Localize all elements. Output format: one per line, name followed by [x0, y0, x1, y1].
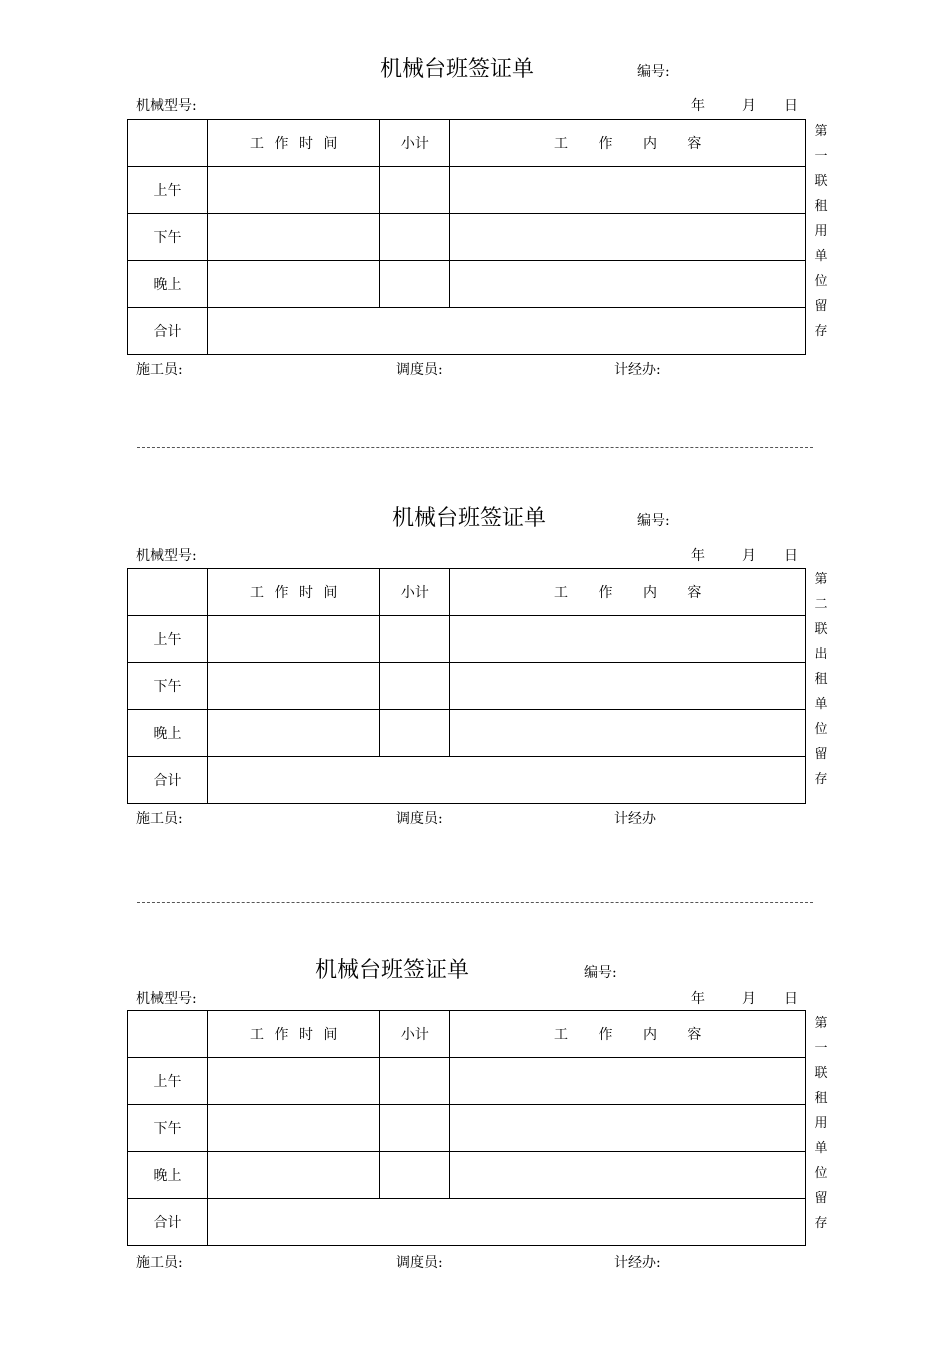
copy-designation-char: 单	[814, 1141, 828, 1156]
copy-designation-char: 用	[814, 224, 828, 239]
work-content-cell[interactable]	[450, 167, 806, 214]
work-content-cell[interactable]	[450, 1105, 806, 1152]
copy-designation-char: 一	[814, 149, 828, 164]
header-work-time: 工 作 时 间	[208, 1011, 380, 1058]
work-time-cell[interactable]	[208, 1105, 380, 1152]
copy-designation-char: 联	[814, 1066, 828, 1081]
total-row	[128, 757, 806, 804]
date-day-label: 日	[784, 548, 798, 564]
worker-signature-label: 施工员:	[136, 811, 183, 827]
shift-row	[128, 1152, 806, 1199]
header-work-time: 工 作 时 间	[208, 569, 380, 616]
form-title: 机械台班签证单	[392, 506, 547, 531]
copy-designation-char: 联	[814, 174, 828, 189]
total-row	[128, 308, 806, 355]
copy-designation-char: 租	[814, 672, 828, 687]
form-title: 机械台班签证单	[315, 958, 470, 983]
total-value-cell[interactable]	[208, 1199, 806, 1246]
date-month-label: 月	[742, 98, 756, 114]
date-day-label: 日	[784, 991, 798, 1007]
serial-number-label: 编号:	[584, 965, 617, 981]
shift-label: 上午	[128, 1058, 208, 1105]
copy-designation-char: 二	[814, 597, 828, 612]
dispatcher-signature-label: 调度员:	[396, 1255, 443, 1271]
header-work-time: 工 作 时 间	[208, 120, 380, 167]
tear-off-line	[137, 447, 813, 448]
table-header-row	[128, 120, 806, 167]
copy-designation-char: 存	[814, 1216, 828, 1231]
total-label: 合计	[128, 757, 208, 804]
shift-table	[127, 119, 806, 355]
work-content-cell[interactable]	[450, 616, 806, 663]
work-time-cell[interactable]	[208, 710, 380, 757]
shift-row	[128, 663, 806, 710]
subtotal-cell[interactable]	[380, 1058, 450, 1105]
copy-designation-char: 租	[814, 1091, 828, 1106]
total-value-cell[interactable]	[208, 308, 806, 355]
date-year-label: 年	[691, 991, 705, 1007]
copy-designation-char: 位	[814, 722, 828, 737]
copy-designation-char: 出	[814, 647, 828, 662]
copy-designation-char: 联	[814, 622, 828, 637]
header-work-content: 工 作 内 容	[450, 1011, 806, 1058]
total-value-cell[interactable]	[208, 757, 806, 804]
work-content-cell[interactable]	[450, 261, 806, 308]
header-work-content: 工 作 内 容	[450, 569, 806, 616]
date-month-label: 月	[742, 548, 756, 564]
shift-label: 晚上	[128, 261, 208, 308]
machine-model-label: 机械型号:	[136, 991, 197, 1007]
date-month-label: 月	[742, 991, 756, 1007]
shift-table	[127, 1010, 806, 1246]
subtotal-cell[interactable]	[380, 167, 450, 214]
shift-table	[127, 568, 806, 804]
subtotal-cell[interactable]	[380, 663, 450, 710]
header-work-content: 工 作 内 容	[450, 120, 806, 167]
shift-row	[128, 261, 806, 308]
planner-signature-label: 计经办	[614, 811, 656, 827]
work-time-cell[interactable]	[208, 261, 380, 308]
header-subtotal: 小计	[380, 1011, 450, 1058]
worker-signature-label: 施工员:	[136, 1255, 183, 1271]
subtotal-cell[interactable]	[380, 261, 450, 308]
table-header-row	[128, 569, 806, 616]
copy-designation-char: 第	[814, 124, 828, 139]
subtotal-cell[interactable]	[380, 1152, 450, 1199]
dispatcher-signature-label: 调度员:	[396, 811, 443, 827]
work-time-cell[interactable]	[208, 1152, 380, 1199]
shift-label: 晚上	[128, 1152, 208, 1199]
tear-off-line	[137, 902, 813, 903]
copy-designation-char: 第	[814, 1016, 828, 1031]
shift-row	[128, 167, 806, 214]
planner-signature-label: 计经办:	[614, 1255, 661, 1271]
shift-label: 下午	[128, 1105, 208, 1152]
shift-label: 下午	[128, 663, 208, 710]
machine-model-label: 机械型号:	[136, 548, 197, 564]
header-blank-cell	[128, 120, 208, 167]
total-label: 合计	[128, 308, 208, 355]
total-row	[128, 1199, 806, 1246]
copy-designation-text	[812, 1011, 830, 1236]
serial-number-label: 编号:	[637, 64, 670, 80]
work-time-cell[interactable]	[208, 214, 380, 261]
date-day-label: 日	[784, 98, 798, 114]
form-title: 机械台班签证单	[380, 57, 535, 82]
subtotal-cell[interactable]	[380, 1105, 450, 1152]
work-time-cell[interactable]	[208, 616, 380, 663]
header-blank-cell	[128, 1011, 208, 1058]
shift-label: 下午	[128, 214, 208, 261]
work-time-cell[interactable]	[208, 1058, 380, 1105]
shift-row	[128, 214, 806, 261]
shift-label: 上午	[128, 167, 208, 214]
date-year-label: 年	[691, 548, 705, 564]
worker-signature-label: 施工员:	[136, 362, 183, 378]
copy-designation-char: 留	[814, 299, 828, 314]
planner-signature-label: 计经办:	[614, 362, 661, 378]
shift-label: 晚上	[128, 710, 208, 757]
copy-designation-char: 留	[814, 1191, 828, 1206]
copy-designation-char: 单	[814, 249, 828, 264]
work-content-cell[interactable]	[450, 710, 806, 757]
shift-row	[128, 1105, 806, 1152]
copy-designation-char: 单	[814, 697, 828, 712]
copy-designation-char: 一	[814, 1041, 828, 1056]
copy-designation-text	[812, 119, 830, 344]
work-content-cell[interactable]	[450, 1058, 806, 1105]
shift-row	[128, 710, 806, 757]
copy-designation-text	[812, 567, 830, 792]
copy-designation-char: 存	[814, 772, 828, 787]
header-subtotal: 小计	[380, 120, 450, 167]
work-time-cell[interactable]	[208, 663, 380, 710]
date-year-label: 年	[691, 98, 705, 114]
subtotal-cell[interactable]	[380, 214, 450, 261]
shift-label: 上午	[128, 616, 208, 663]
work-content-cell[interactable]	[450, 1152, 806, 1199]
work-content-cell[interactable]	[450, 214, 806, 261]
copy-designation-char: 留	[814, 747, 828, 762]
serial-number-label: 编号:	[637, 513, 670, 529]
copy-designation-char: 第	[814, 572, 828, 587]
copy-designation-char: 存	[814, 324, 828, 339]
shift-row	[128, 616, 806, 663]
copy-designation-char: 租	[814, 199, 828, 214]
machine-model-label: 机械型号:	[136, 98, 197, 114]
copy-designation-char: 位	[814, 274, 828, 289]
shift-row	[128, 1058, 806, 1105]
work-content-cell[interactable]	[450, 663, 806, 710]
table-header-row	[128, 1011, 806, 1058]
work-time-cell[interactable]	[208, 167, 380, 214]
header-subtotal: 小计	[380, 569, 450, 616]
header-blank-cell	[128, 569, 208, 616]
subtotal-cell[interactable]	[380, 616, 450, 663]
subtotal-cell[interactable]	[380, 710, 450, 757]
dispatcher-signature-label: 调度员:	[396, 362, 443, 378]
total-label: 合计	[128, 1199, 208, 1246]
copy-designation-char: 位	[814, 1166, 828, 1181]
copy-designation-char: 用	[814, 1116, 828, 1131]
